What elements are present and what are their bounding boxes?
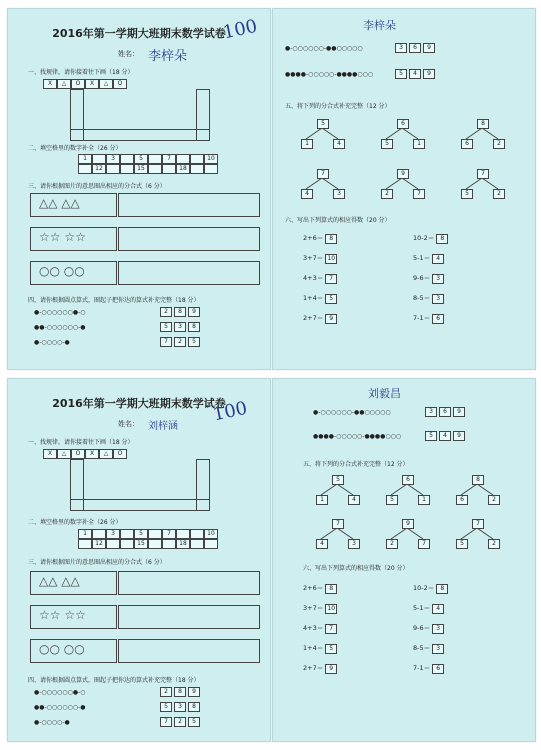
dot-answers: 7 2 5 (158, 717, 200, 727)
grid-cell (176, 529, 190, 539)
dot-answers: 2 8 9 (158, 687, 200, 697)
equation: 9-6＝ 3 (413, 273, 444, 284)
equation: 3+7＝ 10 (303, 253, 337, 264)
grid-cell: 15 (134, 164, 148, 174)
equation: 2+6＝ 8 (303, 233, 337, 244)
tree-answer-box (118, 227, 260, 251)
equation: 3+7＝ 10 (303, 603, 337, 614)
grid-cell (120, 529, 134, 539)
grid-cell: 1 (78, 529, 92, 539)
tree-answer-box (118, 639, 260, 663)
equation: 5-1＝ 4 (413, 603, 444, 614)
grid-cell (92, 529, 106, 539)
section-3-heading: 三、请你根据图片的意思圈出相应的分合式（6 分） (28, 559, 166, 566)
grid-cell: 18 (176, 164, 190, 174)
number-grid-top (78, 154, 218, 164)
picture-box-triangles: △△ △△ (30, 193, 117, 217)
number-grid-bottom (78, 164, 218, 174)
dot-answers: 7 2 5 (158, 337, 200, 347)
tree-answer-box (118, 571, 260, 595)
pattern-cell: X (43, 449, 57, 459)
grid-cell (148, 539, 162, 549)
pattern-cell: △ (99, 449, 113, 459)
section-4-heading: 四、请你根据圆点算式，圈起子把你达的算式补充完整（18 分） (28, 297, 200, 304)
dot-answers: 5 4 9 (423, 431, 465, 441)
pattern-bottom-row (70, 129, 210, 141)
grid-cell (190, 529, 204, 539)
equation: 10-2＝ 8 (413, 583, 448, 594)
section-5-heading: 五、将下列的分合式补充完整（12 分） (303, 461, 409, 468)
split-tree: 9 2 7 (378, 519, 438, 549)
pattern-cell: △ (57, 449, 71, 459)
handwritten-score: 100 (211, 397, 250, 426)
grid-cell (120, 164, 134, 174)
equation: 7-1＝ 6 (413, 663, 444, 674)
grid-cell (106, 539, 120, 549)
split-tree: 7 4 3 (293, 169, 353, 199)
pattern-cell: △ (99, 79, 113, 89)
equation: 10-2＝ 8 (413, 233, 448, 244)
grid-cell: 3 (106, 154, 120, 164)
dot-answers: 5 3 8 (158, 702, 200, 712)
picture-box-circles: ○○ ○○ (30, 639, 117, 663)
grid-cell (148, 154, 162, 164)
equation: 9-6＝ 3 (413, 623, 444, 634)
grid-cell (106, 164, 120, 174)
section-5-heading: 五、将下列的分合式补充完整（12 分） (285, 103, 391, 110)
grid-cell: 3 (106, 529, 120, 539)
equation: 8-5＝ 3 (413, 293, 444, 304)
equation: 5-1＝ 4 (413, 253, 444, 264)
equation: 1+4＝ 5 (303, 643, 337, 654)
exam-title: 2016年第一学期大班期末数学试卷 (52, 27, 226, 40)
picture-box-stars: ☆☆ ☆☆ (30, 605, 117, 629)
section-3-heading: 三、请你根据图片的意思圈出相应的分合式（6 分） (28, 183, 166, 190)
student-name: 刘梓涵 (148, 421, 178, 432)
dot-row: ●-○○○○○○●-○ (34, 309, 86, 316)
grid-cell (120, 154, 134, 164)
split-tree: 5 1 4 (308, 475, 368, 505)
grid-cell (190, 164, 204, 174)
dot-row: ●-○○○○○○-●●○○○○○ (285, 45, 363, 52)
dot-answers: 2 8 9 (158, 307, 200, 317)
grid-cell (78, 164, 92, 174)
grid-cell (78, 539, 92, 549)
split-tree: 7 5 2 (453, 169, 513, 199)
section-1-heading: 一、找规律，请你接着往下画（18 分） (28, 69, 134, 76)
grid-cell (204, 164, 218, 174)
dot-answers: 5 4 9 (393, 69, 435, 79)
pattern-cell: X (85, 79, 99, 89)
name-label: 姓名： (118, 420, 139, 428)
grid-cell (148, 164, 162, 174)
pattern-cell: O (71, 79, 85, 89)
split-tree: 7 5 2 (448, 519, 508, 549)
grid-cell: 15 (134, 539, 148, 549)
grid-cell (204, 539, 218, 549)
section-6-heading: 六、写出下列算式的相应得数（20 分） (303, 565, 409, 572)
exam-page-1 (7, 8, 271, 370)
split-tree: 6 5 1 (373, 119, 433, 149)
dot-row: ●-○○○○-● (34, 339, 70, 346)
student-name: 李梓朵 (148, 49, 188, 64)
dot-answers: 3 6 9 (423, 407, 465, 417)
pattern-row (43, 449, 127, 459)
picture-box-stars: ☆☆ ☆☆ (30, 227, 117, 251)
dot-row: ●-○○○○○○-●●○○○○○ (313, 409, 391, 416)
section-2-heading: 二、填空格里的数字补全（26 分） (28, 145, 122, 152)
pattern-row (43, 79, 127, 89)
equation: 2+6＝ 8 (303, 583, 337, 594)
grid-cell: 7 (162, 154, 176, 164)
grid-cell (162, 164, 176, 174)
equation: 4+3＝ 7 (303, 273, 337, 284)
grid-cell: 5 (134, 154, 148, 164)
grid-cell (176, 154, 190, 164)
grid-cell (190, 154, 204, 164)
grid-cell: 7 (162, 529, 176, 539)
equation: 7-1＝ 6 (413, 313, 444, 324)
section-2-heading: 二、填空格里的数字补全（26 分） (28, 519, 122, 526)
pattern-cell: O (71, 449, 85, 459)
split-tree: 7 4 3 (308, 519, 368, 549)
handwritten-score: 100 (221, 15, 260, 44)
dot-row: ●●●●-○○○○○-●●●●○○○ (313, 433, 402, 440)
grid-cell: 12 (92, 539, 106, 549)
grid-cell (92, 154, 106, 164)
tree-answer-box (118, 605, 260, 629)
grid-cell: 1 (78, 154, 92, 164)
grid-cell (190, 539, 204, 549)
dot-row: ●-○○○○○○●-○ (34, 689, 86, 696)
section-1-heading: 一、找规律，请你接着往下画（18 分） (28, 439, 134, 446)
exam-page-4 (272, 378, 536, 742)
equation: 4+3＝ 7 (303, 623, 337, 634)
grid-cell: 10 (204, 529, 218, 539)
split-tree: 8 6 2 (448, 475, 508, 505)
grid-cell (148, 529, 162, 539)
dot-row: ●●-○○○○○○-● (34, 324, 86, 331)
picture-box-triangles: △△ △△ (30, 571, 117, 595)
student-name: 李梓朵 (363, 19, 396, 32)
tree-answer-box (118, 193, 260, 217)
dot-answers: 3 6 9 (393, 43, 435, 53)
pattern-bottom-row (70, 499, 210, 511)
grid-cell: 12 (92, 164, 106, 174)
exam-page-2 (272, 8, 536, 370)
student-name: 刘毅昌 (368, 387, 401, 400)
equation: 1+4＝ 5 (303, 293, 337, 304)
dot-answers: 5 3 8 (158, 322, 200, 332)
name-label: 姓名： (118, 50, 139, 58)
tree-answer-box (118, 261, 260, 285)
split-tree: 5 1 4 (293, 119, 353, 149)
equation: 2+7＝ 9 (303, 313, 337, 324)
dot-row: ●●●●-○○○○○-●●●●○○○ (285, 71, 374, 78)
split-tree: 6 5 1 (378, 475, 438, 505)
equation: 8-5＝ 3 (413, 643, 444, 654)
number-grid-bottom (78, 539, 218, 549)
grid-cell: 5 (134, 529, 148, 539)
grid-cell: 18 (176, 539, 190, 549)
pattern-cell: X (43, 79, 57, 89)
pattern-cell: △ (57, 79, 71, 89)
equation: 2+7＝ 9 (303, 663, 337, 674)
picture-box-circles: ○○ ○○ (30, 261, 117, 285)
pattern-cell: X (85, 449, 99, 459)
grid-cell (120, 539, 134, 549)
dot-row: ●●-○○○○○○-● (34, 704, 86, 711)
number-grid-top (78, 529, 218, 539)
split-tree: 8 6 2 (453, 119, 513, 149)
exam-page-3 (7, 378, 271, 742)
exam-title: 2016年第一学期大班期末数学试卷 (52, 397, 226, 410)
dot-row: ●-○○○○-● (34, 719, 70, 726)
section-4-heading: 四、请你根据圆点算式，圈起子把你达的算式补充完整（18 分） (28, 677, 200, 684)
split-tree: 9 2 7 (373, 169, 433, 199)
pattern-cell: O (113, 79, 127, 89)
grid-cell (162, 539, 176, 549)
grid-cell: 10 (204, 154, 218, 164)
section-6-heading: 六、写出下列算式的相应得数（20 分） (285, 217, 391, 224)
pattern-cell: O (113, 449, 127, 459)
